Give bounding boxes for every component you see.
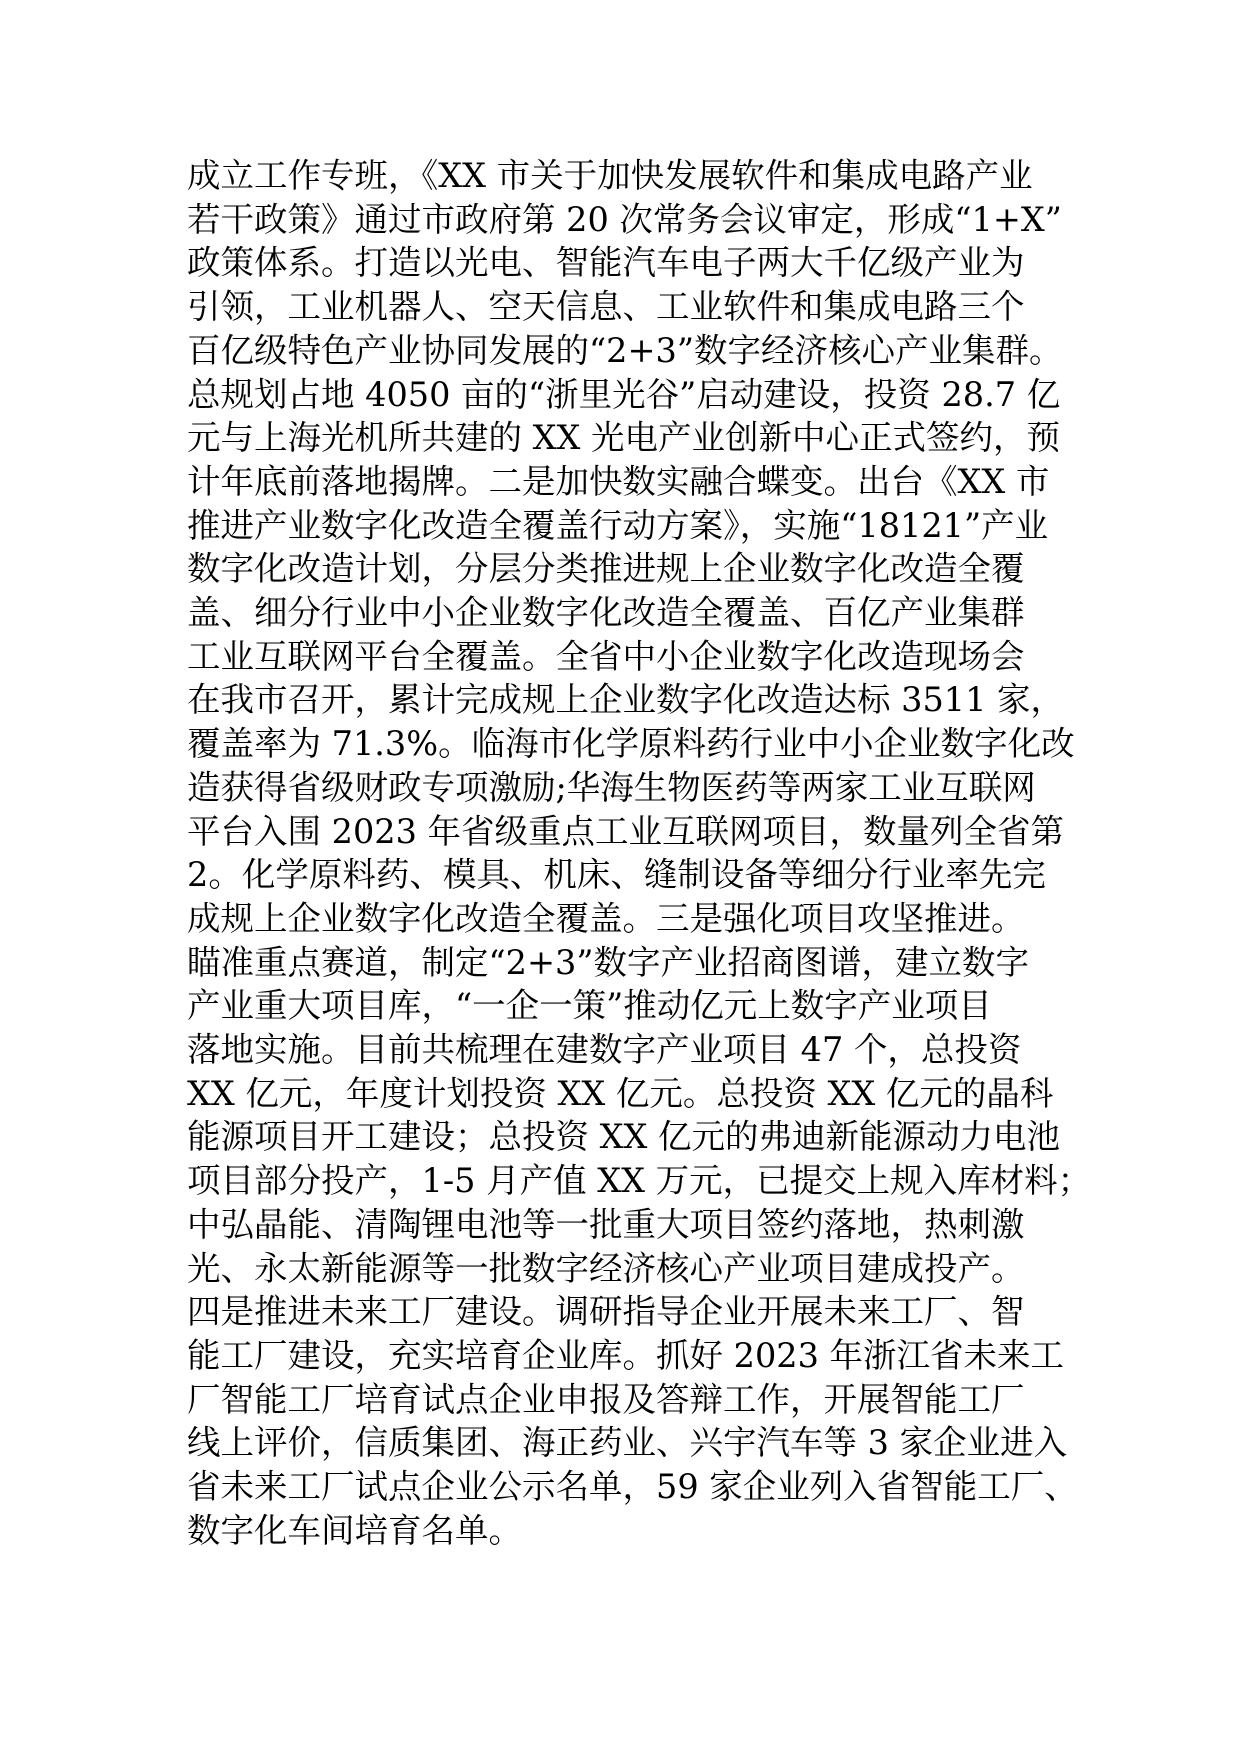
text-line: 落地实施。目前共梳理在建数字产业项目 47 个，总投资 — [187, 1030, 1022, 1070]
text-line: 在我市召开，累计完成规上企业数字化改造达标 3511 家， — [187, 680, 1065, 720]
text-line: 工业互联网平台全覆盖。全省中小企业数字化改造现场会 — [187, 636, 1025, 676]
text-line: 盖、细分行业中小企业数字化改造全覆盖、百亿产业集群 — [187, 593, 1025, 633]
text-line: 成立工作专班，《XX 市关于加快发展软件和集成电路产业 — [187, 156, 1033, 195]
text-line: 光、永太新能源等一批数字经济核心产业项目建成投产。 — [187, 1248, 1025, 1288]
text-line: 省未来工厂试点企业公示名单，59 家企业列入省智能工厂、 — [187, 1467, 1078, 1507]
text-line: 若干政策》通过市政府第 20 次常务会议审定，形成“1+X” — [187, 199, 1062, 239]
text-line: 平台入围 2023 年省级重点工业互联网项目，数量列全省第 — [187, 811, 1065, 851]
text-line: 厂智能工厂培育试点企业申报及答辩工作，开展智能工厂 — [187, 1379, 1025, 1419]
text-line: 元与上海光机所共建的 XX 光电产业创新中心正式签约，预 — [187, 418, 1060, 458]
text-line: 瞄准重点赛道，制定“2+3”数字产业招商图谱，建立数字 — [187, 942, 1029, 982]
text-line: 能工厂建设，充实培育企业库。抓好 2023 年浙江省未来工 — [187, 1335, 1065, 1375]
text-line: 总规划占地 4050 亩的“浙里光谷”启动建设，投资 28.7 亿 — [187, 374, 1061, 414]
text-line: 线上评价，信质集团、海正药业、兴宇汽车等 3 家企业进入 — [187, 1423, 1068, 1463]
text-line: 引领，工业机器人、空天信息、工业软件和集成电路三个 — [187, 287, 1025, 327]
text-line: 项目部分投产，1-5 月产值 XX 万元，已提交上规入库材料； — [187, 1161, 1092, 1201]
text-line: 推进产业数字化改造全覆盖行动方案》，实施“18121”产业 — [187, 505, 1049, 545]
text-line: 政策体系。打造以光电、智能汽车电子两大千亿级产业为 — [187, 243, 1025, 283]
body-paragraph — [187, 154, 1092, 1553]
text-line: 数字化改造计划，分层分类推进规上企业数字化改造全覆 — [187, 549, 1025, 589]
text-line: 成规上企业数字化改造全覆盖。三是强化项目攻坚推进。 — [187, 898, 1025, 938]
text-line: 能源项目开工建设；总投资 XX 亿元的弗迪新能源动力电池 — [187, 1117, 1060, 1157]
text-line: 2。化学原料药、模具、机床、缝制设备等细分行业率先完 — [187, 855, 1046, 895]
text-line: 计年底前落地揭牌。二是加快数实融合蝶变。出台《XX 市 — [187, 461, 1050, 501]
text-line: 产业重大项目库，“一企一策”推动亿元上数字产业项目 — [187, 986, 992, 1026]
text-line: 覆盖率为 71.3%。临海市化学原料药行业中小企业数字化改 — [187, 724, 1075, 764]
text-line: 中弘晶能、清陶锂电池等一批重大项目签约落地，热刺激 — [187, 1204, 1025, 1244]
text-line: 造获得省级财政专项激励;华海生物医药等两家工业互联网 — [187, 767, 1036, 807]
text-line: 数字化车间培育名单。 — [187, 1510, 522, 1550]
text-line: 四是推进未来工厂建设。调研指导企业开展未来工厂、智 — [187, 1292, 1025, 1332]
text-line: XX 亿元，年度计划投资 XX 亿元。总投资 XX 亿元的晶科 — [187, 1073, 1054, 1113]
text-line: 百亿级特色产业协同发展的“2+3”数字经济核心产业集群。 — [187, 330, 1063, 370]
